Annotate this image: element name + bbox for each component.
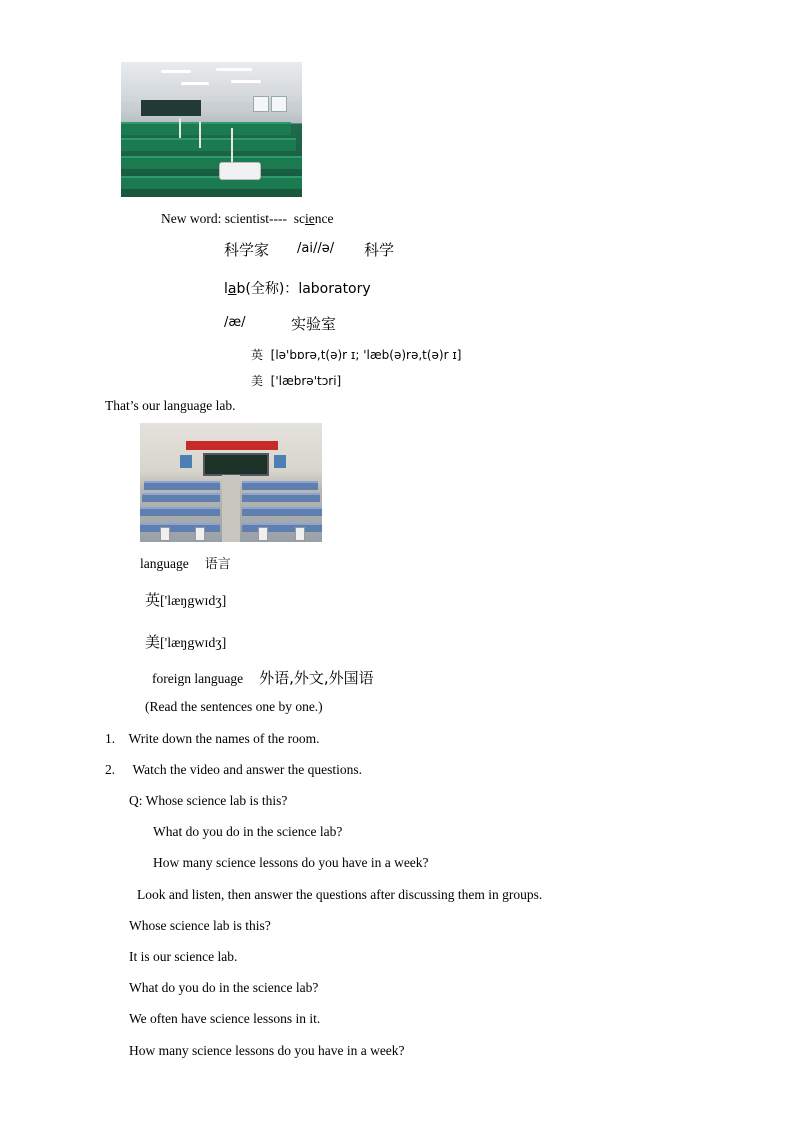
us-ipa: ['læbrə'tɔri]	[270, 374, 342, 388]
language-us-label: 美	[145, 633, 161, 651]
lab-uk-pronunciation	[251, 346, 461, 363]
language-uk-pronunciation	[145, 589, 226, 610]
lab-word-line	[224, 278, 371, 298]
task-number: 2.	[105, 762, 116, 777]
task-text: Write down the names of the room.	[128, 731, 320, 746]
question-2: What do you do in the science lab?	[153, 824, 343, 839]
language-uk-ipa: ['læŋgwɪdʒ]	[160, 594, 227, 609]
chinese-laboratory: 实验室	[291, 315, 337, 333]
us-label: 美	[251, 374, 264, 388]
word-scientist: scientist----	[224, 211, 287, 226]
ipa-ai-e: /ai//ə/	[297, 241, 335, 256]
task-1	[105, 731, 320, 747]
new-word-label: New word:	[161, 211, 222, 226]
ipa-ae: /æ/	[224, 315, 246, 330]
lab-b: b	[236, 281, 246, 297]
uk-label: 英	[251, 348, 264, 362]
language-us-ipa: ['læŋgwɪdʒ]	[160, 636, 227, 651]
chinese-science: 科学	[364, 241, 395, 259]
lab-a-underlined: a	[227, 281, 237, 297]
dialogue-line: It is our science lab.	[129, 949, 238, 964]
phrase-foreign-language: foreign language	[152, 671, 244, 686]
foreign-language-line	[152, 667, 374, 688]
word-science-underlined: ie	[304, 211, 315, 226]
question-1: Q: Whose science lab is this?	[129, 793, 288, 808]
word-language: language	[140, 556, 189, 571]
language-uk-label: 英	[145, 591, 161, 609]
new-word-line	[161, 211, 333, 227]
dialogue-line: Whose science lab is this?	[129, 918, 271, 933]
sentence-language-lab: That’s our language lab.	[105, 398, 236, 413]
look-listen-instruction: Look and listen, then answer the questions after discussing them in groups.	[137, 887, 543, 902]
lab-l: l	[224, 281, 228, 297]
lab-us-pronunciation	[251, 372, 341, 389]
language-us-pronunciation	[145, 631, 226, 652]
dialogue-line: We often have science lessons in it.	[129, 1011, 321, 1026]
language-lab-photo	[140, 423, 322, 542]
task-number: 1.	[105, 731, 116, 746]
chinese-scientist: 科学家	[224, 241, 270, 259]
word-science-suffix: nce	[314, 211, 334, 226]
task-2	[105, 762, 362, 778]
task-text: Watch the video and answer the questions.	[132, 762, 362, 777]
lab-full-name: laboratory	[298, 281, 371, 297]
lab-full-name-label: (全称)：	[245, 281, 299, 297]
dialogue-line: How many science lessons do you have in a week?	[129, 1043, 405, 1058]
read-instruction: (Read the sentences one by one.)	[145, 699, 323, 714]
science-lab-photo	[121, 62, 302, 197]
question-3: How many science lessons do you have in a week?	[153, 855, 429, 870]
language-line	[140, 553, 231, 573]
dialogue-line: What do you do in the science lab?	[129, 980, 319, 995]
chinese-language: 语言	[204, 557, 231, 572]
phrase-chinese: 外语,外文,外国语	[259, 669, 374, 687]
word-science-prefix: sc	[293, 211, 305, 226]
uk-ipa: [lə'bɒrə,t(ə)r ɪ; 'læb(ə)rə,t(ə)r ɪ]	[270, 348, 462, 362]
